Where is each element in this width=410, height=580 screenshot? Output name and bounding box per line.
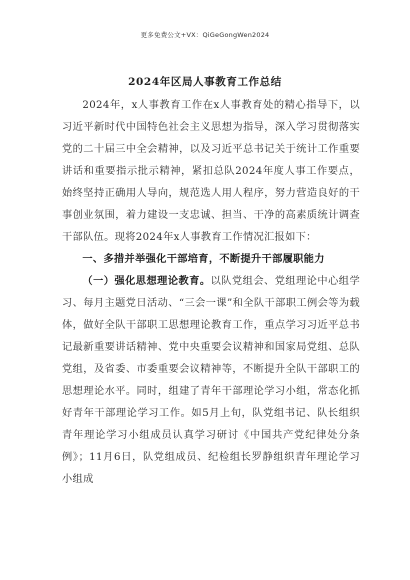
document-title: 2024年区局人事教育工作总结 [128, 76, 282, 88]
intro-paragraph: 2024年，x人事教育工作在x人事教育处的精心指导下，以习近平新时代中国特色社会主义思想为指导，深入学习贯彻落实党的二十届三中全会精神，以及习近平总书记关于统计工作重要讲话和重要指示批示精神，紧扣总队2024年度人事工作要点，始终坚持正确用人导向，规范选人用人程序，努力营造良好的干事创业氛围，着力建设一支忠诚、担当、干净的高素质统计调查干部队伍。现将2024年x人事教育工作情况汇报如下： [62, 100, 360, 243]
document-body [62, 95, 360, 491]
section-heading: 一、多措并举强化干部培育，不断提升干部履职能力 [82, 254, 325, 265]
subsection-text: 以队党组会、党组理论中心组学习、每月主题党日活动、“三会一课”和全队干部职工例会等为载体，做好全队干部职工思想理论教育工作，重点学习习近平总书记最新重要讲话精神、党中央重要会议精神和国家局党组、总队党组，及省委、市委重要会议精神等，不断提升全队干部职工的思想理论水平。同时，组建了青年干部理论学习小组，常态化抓好青年干部理论学习工作。如5月上旬，队党组书记、队长组织青年理论学习小组成员认真学习研讨《中国共产党纪律处分条例》；11月6日，队党组成员、纪检组长罗静组织青年理论学习小组成 [62, 276, 361, 485]
subsection-paragraph [62, 271, 360, 491]
subsection-heading: （一）强化思想理论教育。 [82, 276, 211, 287]
header-note: 更多免费公文+VX：QiGeGongWen2024 [140, 31, 270, 39]
